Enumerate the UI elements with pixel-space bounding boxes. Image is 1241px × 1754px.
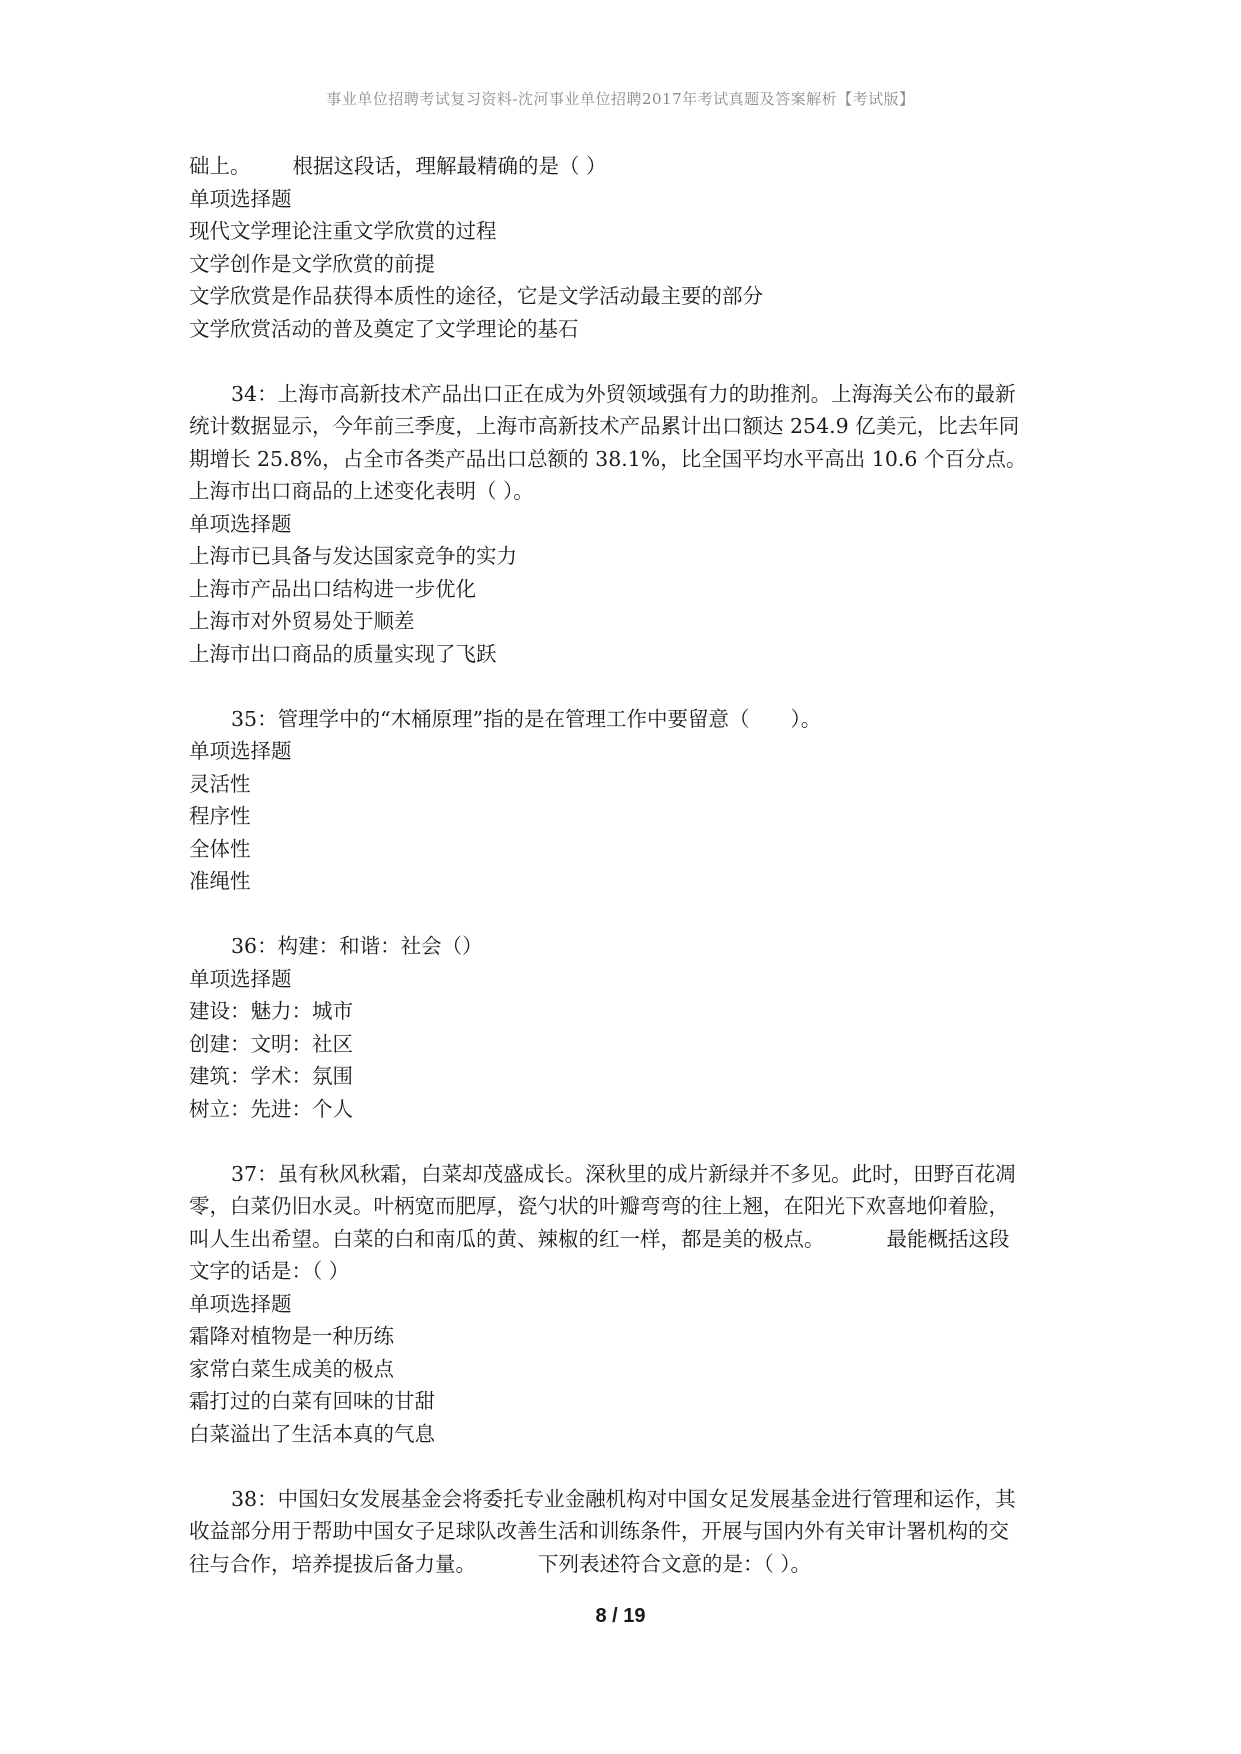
option: 白菜溢出了生活本真的气息 (189, 1421, 435, 1446)
option: 灵活性 (189, 771, 251, 796)
stem-text: 下列表述符合文意的是：（ ）。 (538, 1551, 812, 1576)
question-block (189, 1158, 1069, 1451)
option: 文学创作是文学欣赏的前提 (189, 251, 435, 276)
option: 霜打过的白菜有回味的甘甜 (189, 1389, 435, 1413)
option: 上海市出口商品的质量实现了飞跃 (189, 641, 497, 666)
page-number: 8 / 19 (595, 1605, 646, 1627)
question-stem: 36：构建：和谐：社会（） (231, 934, 483, 958)
option: 树立：先进：个人 (189, 1096, 353, 1121)
question-stem: 零，白菜仍旧水灵。叶柄宽而肥厚，瓷勺状的叶瓣弯弯的往上翘，在阳光下欢喜地仰着脸， (189, 1194, 1009, 1218)
question-stem: 统计数据显示，今年前三季度，上海市高新技术产品累计出口额达 254.9 亿美元，比去年同 (189, 414, 1020, 438)
question-stem: 35：管理学中的“木桶原理”指的是在管理工作中要留意（ ）。 (231, 706, 822, 731)
question-stem: 文字的话是：（ ） (189, 1259, 350, 1283)
question-block (189, 930, 1069, 1125)
question-stem: 37：虽有秋风秋霜，白菜却茂盛成长。深秋里的成片新绿并不多见。此时，田野百花凋 (231, 1161, 1016, 1186)
document-body (189, 150, 1069, 1580)
question-type: 单项选择题 (189, 739, 292, 763)
question-stem (189, 150, 1069, 183)
question-type: 单项选择题 (189, 966, 292, 991)
option: 文学欣赏是作品获得本质性的途径，它是文学活动最主要的部分 (189, 284, 763, 308)
option: 霜降对植物是一种历练 (189, 1324, 394, 1348)
stem-text: 往与合作，培养提拔后备力量。 (189, 1551, 476, 1576)
option: 程序性 (189, 804, 251, 828)
question-block (189, 378, 1069, 671)
option: 建设：魅力：城市 (189, 999, 353, 1023)
option: 家常白菜生成美的极点 (189, 1356, 394, 1381)
stem-text: 础上。 (189, 154, 251, 178)
stem-text: 根据这段话，理解最精确的是（ ） (292, 154, 607, 178)
stem-text: 最能概括这段 (886, 1226, 1010, 1251)
option: 准绳性 (189, 869, 251, 893)
page-header: 事业单位招聘考试复习资料-沈河事业单位招聘2017年考试真题及答案解析【考试版】 (326, 90, 915, 108)
question-block (189, 150, 1069, 345)
question-stem: 38：中国妇女发展基金会将委托专业金融机构对中国女足发展基金进行管理和运作，其 (231, 1486, 1016, 1511)
question-stem: 34：上海市高新技术产品出口正在成为外贸领域强有力的助推剂。上海海关公布的最新 (231, 381, 1016, 406)
option: 全体性 (189, 836, 251, 861)
question-block (189, 703, 1069, 898)
question-stem: 期增长 25.8%，占全市各类产品出口总额的 38.1%，比全国平均水平高出 10.6 个百分点。 (189, 446, 1027, 471)
question-type: 单项选择题 (189, 511, 292, 536)
question-stem: 收益部分用于帮助中国女子足球队改善生活和训练条件，开展与国内外有关审计署机构的交 (189, 1519, 1009, 1543)
option: 创建：文明：社区 (189, 1031, 353, 1056)
option: 文学欣赏活动的普及奠定了文学理论的基石 (189, 316, 579, 341)
question-block (189, 1483, 1069, 1581)
option: 上海市产品出口结构进一步优化 (189, 576, 476, 601)
question-stem: 上海市出口商品的上述变化表明（ ）。 (189, 479, 534, 503)
option: 上海市已具备与发达国家竞争的实力 (189, 544, 517, 568)
question-stem (189, 1223, 1069, 1256)
option: 建筑：学术：氛围 (189, 1064, 353, 1088)
question-type: 单项选择题 (189, 186, 292, 211)
question-type: 单项选择题 (189, 1291, 292, 1316)
option: 上海市对外贸易处于顺差 (189, 609, 415, 633)
option: 现代文学理论注重文学欣赏的过程 (189, 219, 497, 243)
stem-text: 叫人生出希望。白菜的白和南瓜的黄、辣椒的红一样，都是美的极点。 (189, 1226, 825, 1251)
question-stem (189, 1548, 1069, 1581)
